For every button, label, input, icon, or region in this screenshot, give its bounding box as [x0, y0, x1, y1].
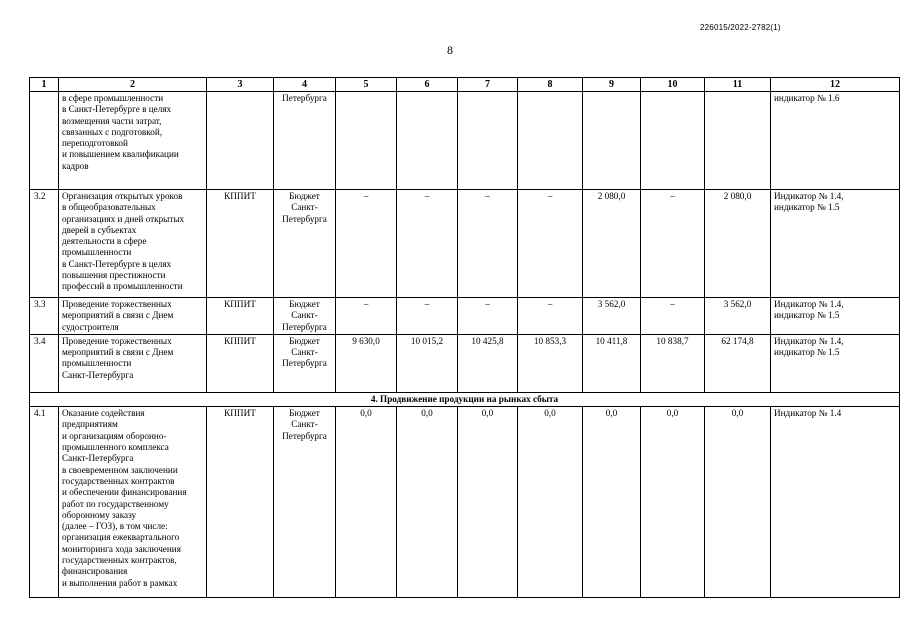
- table-row: [30, 298, 900, 335]
- total-cell: 3 562,0: [705, 298, 771, 335]
- value-cell: –: [518, 190, 583, 298]
- section-row: [30, 392, 900, 406]
- total-cell: 0,0: [705, 407, 771, 598]
- header-cell: 11: [705, 78, 771, 92]
- value-cell: 0,0: [336, 407, 397, 598]
- header-cell: 8: [518, 78, 583, 92]
- value-cell: [336, 92, 397, 190]
- funding-source: Бюджет Санкт- Петербурга: [274, 190, 336, 298]
- document-id: 226015/2022-2782(1): [700, 23, 781, 32]
- indicator-cell: Индикатор № 1.4, индикатор № 1.5: [771, 334, 900, 392]
- row-number: 3.2: [30, 190, 59, 298]
- value-cell: –: [397, 298, 458, 335]
- value-cell: –: [641, 190, 705, 298]
- table-row: [30, 334, 900, 392]
- value-cell: 10 425,8: [458, 334, 518, 392]
- value-cell: [458, 92, 518, 190]
- executor: [207, 92, 274, 190]
- measure-description: Проведение торжественных мероприятий в связи с Днем судостроителя: [59, 298, 207, 335]
- header-cell: 6: [397, 78, 458, 92]
- header-cell: 10: [641, 78, 705, 92]
- value-cell: 10 853,3: [518, 334, 583, 392]
- value-cell: 10 838,7: [641, 334, 705, 392]
- value-cell: –: [336, 190, 397, 298]
- header-cell: 2: [59, 78, 207, 92]
- value-cell: 0,0: [583, 407, 641, 598]
- funding-source: Бюджет Санкт- Петербурга: [274, 298, 336, 335]
- indicator-cell: Индикатор № 1.4: [771, 407, 900, 598]
- value-cell: [641, 92, 705, 190]
- page-number: 8: [447, 43, 453, 57]
- row-number: 3.4: [30, 334, 59, 392]
- value-cell: 0,0: [397, 407, 458, 598]
- total-cell: 62 174,8: [705, 334, 771, 392]
- value-cell: –: [397, 190, 458, 298]
- value-cell: –: [458, 298, 518, 335]
- measure-description: Оказание содействия предприятиям и организациям оборонно- промышленного комплекса Санкт-Петербурга в своевременном заключении государственных контрактов и обеспечении финансирования работ по государственному оборонному заказу (далее – ГОЗ), в том числе: организация ежеквартального мониторинга хода заключения государственных контрактов, финансирования и выполнения работ в рамках: [59, 407, 207, 598]
- value-cell: [397, 92, 458, 190]
- value-cell: 0,0: [458, 407, 518, 598]
- executor: КППИТ: [207, 334, 274, 392]
- row-number: 4.1: [30, 407, 59, 598]
- value-cell: –: [458, 190, 518, 298]
- header-cell: 9: [583, 78, 641, 92]
- total-cell: [705, 92, 771, 190]
- indicator-cell: Индикатор № 1.4, индикатор № 1.5: [771, 190, 900, 298]
- measure-description: Организация открытых уроков в общеобразовательных организациях и дней открытых дверей в субъектах деятельности в сфере промышленности в Санкт-Петербурге в целях повышения престижности профессий в промышленности: [59, 190, 207, 298]
- total-cell: 2 080,0: [705, 190, 771, 298]
- funding-source: Петербурга: [274, 92, 336, 190]
- funding-source: Бюджет Санкт- Петербурга: [274, 407, 336, 598]
- value-cell: [518, 92, 583, 190]
- header-cell: 5: [336, 78, 397, 92]
- value-cell: –: [336, 298, 397, 335]
- value-cell: 10 015,2: [397, 334, 458, 392]
- measure-description: Проведение торжественных мероприятий в связи с Днем промышленности Санкт-Петербурга: [59, 334, 207, 392]
- header-cell: 4: [274, 78, 336, 92]
- value-cell: [583, 92, 641, 190]
- header-cell: 7: [458, 78, 518, 92]
- table-row: [30, 407, 900, 598]
- header-cell: 1: [30, 78, 59, 92]
- row-number: 3.3: [30, 298, 59, 335]
- value-cell: 9 630,0: [336, 334, 397, 392]
- header-cell: 12: [771, 78, 900, 92]
- section-title: 4. Продвижение продукции на рынках сбыта: [30, 392, 900, 406]
- header-row: [30, 78, 900, 92]
- value-cell: 10 411,8: [583, 334, 641, 392]
- header-cell: 3: [207, 78, 274, 92]
- value-cell: –: [641, 298, 705, 335]
- value-cell: –: [518, 298, 583, 335]
- executor: КППИТ: [207, 298, 274, 335]
- value-cell: 2 080,0: [583, 190, 641, 298]
- row-number: [30, 92, 59, 190]
- measure-description: в сфере промышленности в Санкт-Петербурге в целях возмещения части затрат, связанных с подготовкой, переподготовкой и повышением квалификации кадров: [59, 92, 207, 190]
- funding-source: Бюджет Санкт- Петербурга: [274, 334, 336, 392]
- executor: КППИТ: [207, 190, 274, 298]
- program-table: [29, 77, 900, 598]
- table-row: [30, 92, 900, 190]
- value-cell: 0,0: [641, 407, 705, 598]
- value-cell: 0,0: [518, 407, 583, 598]
- table-row: [30, 190, 900, 298]
- executor: КППИТ: [207, 407, 274, 598]
- indicator-cell: Индикатор № 1.4, индикатор № 1.5: [771, 298, 900, 335]
- indicator-cell: индикатор № 1.6: [771, 92, 900, 190]
- value-cell: 3 562,0: [583, 298, 641, 335]
